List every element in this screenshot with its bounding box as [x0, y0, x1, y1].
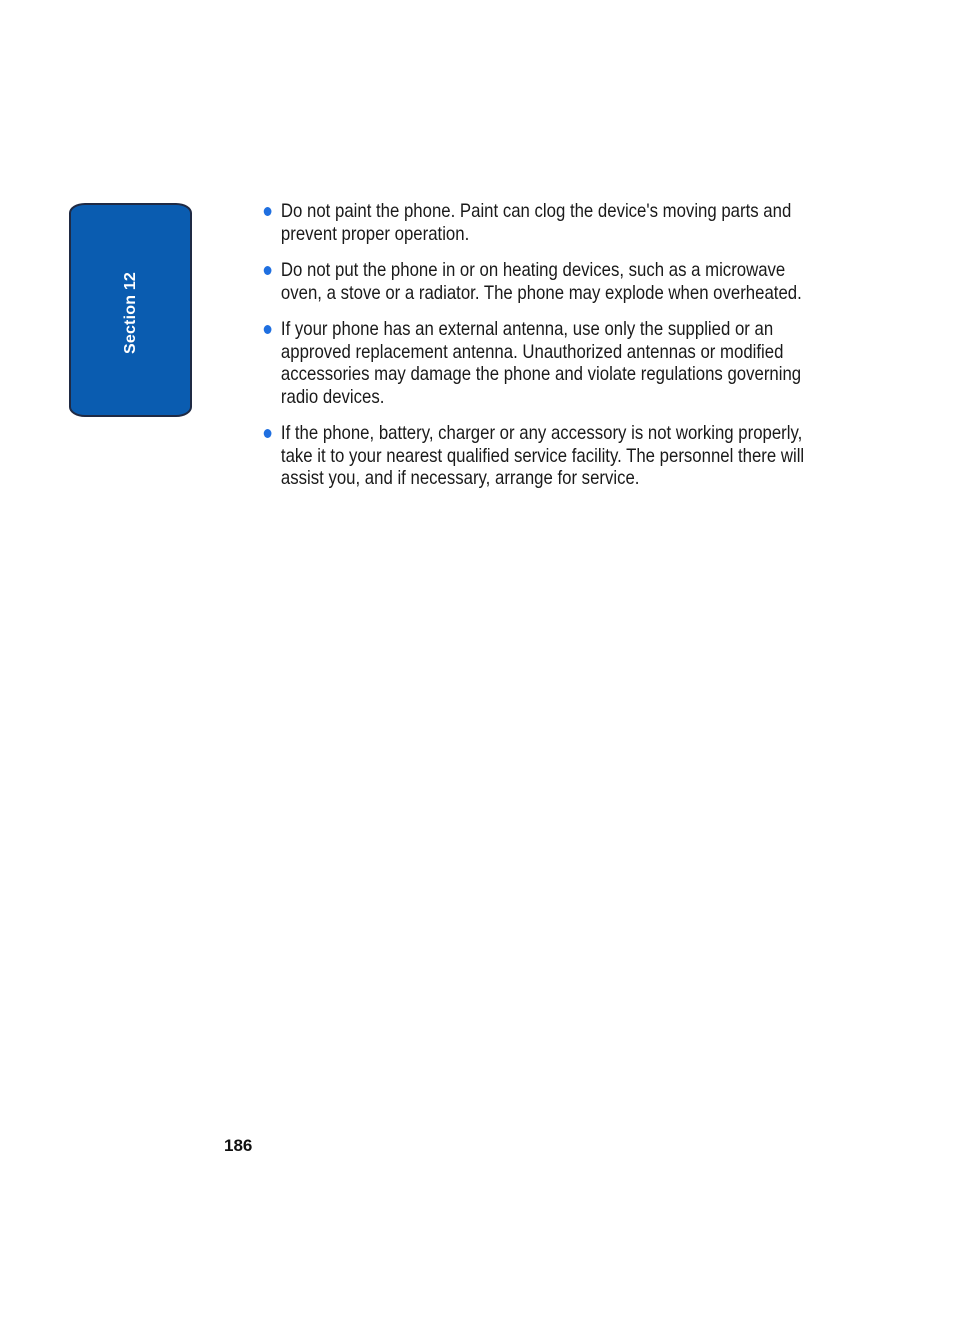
section-tab-label: Section 12 [121, 271, 139, 355]
bullet-icon [264, 207, 272, 216]
bullet-text: If the phone, battery, charger or any accessory is not working properly, take it to your nearest qualified service facility. The personnel there will assist you, and if necessary, arrange for service. [280, 422, 805, 489]
bullet-text: If your phone has an external antenna, use only the supplied or an approved replacement antenna. Unauthorized antennas or modified accessories may damage the phone and violate regulations governing radio devices. [280, 318, 802, 408]
bullet-text: Do not put the phone in or on heating devices, such as a microwave oven, a stove or a radiator. The phone may explode when overheated. [280, 259, 802, 304]
bullet-list [262, 200, 822, 504]
bullet-icon [264, 266, 272, 275]
bullet-icon [264, 429, 272, 438]
page-number: 186 [224, 1136, 253, 1155]
list-item [262, 200, 814, 245]
list-item [262, 259, 814, 304]
section-tab [69, 203, 192, 417]
list-item [262, 318, 814, 408]
bullet-icon [264, 325, 272, 334]
bullet-text: Do not paint the phone. Paint can clog the device's moving parts and prevent proper operation. [280, 200, 792, 245]
list-item [262, 422, 814, 490]
